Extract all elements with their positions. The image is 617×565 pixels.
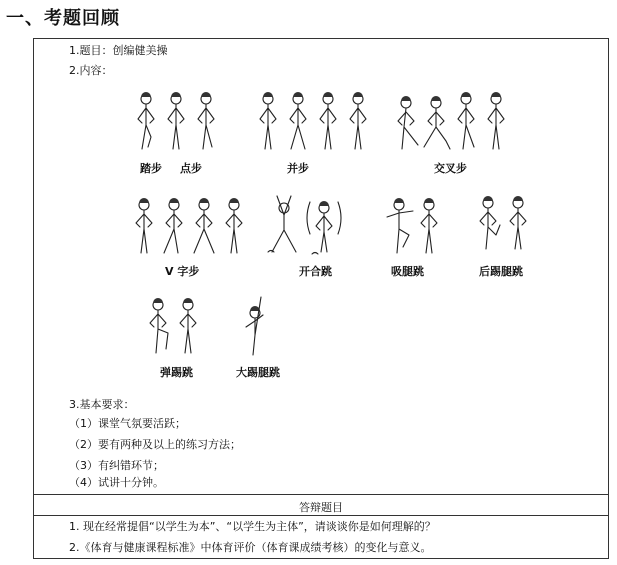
defense-question: 2.《体育与健康课程标准》中体育评价（体育课成绩考核）的变化与意义。 [69,541,432,554]
defense-title: 答辩题目 [299,501,343,514]
caption-together-step: 并步 [287,162,309,175]
caption-back-kick-jump: 后踢腿跳 [479,265,523,278]
step-figures-march [134,91,224,153]
step-figures-v-step [132,197,252,257]
caption-touch-step: 点步 [180,162,202,175]
requirement-item: （4）试讲十分钟。 [69,476,164,489]
caption-knee-lift-jump: 吸腿跳 [391,265,424,278]
caption-high-kick-jump: 大踢腿跳 [236,366,280,379]
content-label: 2.内容： [69,64,113,77]
requirement-item: （3）有纠错环节； [69,459,164,472]
exam-question-box [33,38,609,559]
topic-line: 1.题目：创编健美操 [69,44,168,57]
divider [34,494,608,495]
requirements-title: 3.基本要求： [69,398,135,411]
section-heading: 一、考题回顾 [6,8,120,29]
defense-question: 1. 现在经常提倡“以学生为本”、“以学生为主体”，请谈谈你是如何理解的？ [69,520,436,533]
figure-flick-kick-jump [144,297,204,357]
step-figures-cross [392,91,512,153]
step-figures-together [254,91,374,153]
caption-flick-kick-jump: 弹踢跳 [160,366,193,379]
requirement-item: （1）课堂气氛要活跃； [69,417,186,430]
figure-jumping-jack [264,194,344,258]
caption-cross-step: 交叉步 [434,162,467,175]
requirement-item: （2）要有两种及以上的练习方法； [69,438,241,451]
figure-back-kick-jump [474,195,534,255]
caption-jumping-jack: 开合跳 [299,265,332,278]
figure-high-kick-jump [239,295,279,359]
caption-v-step: V 字步 [165,265,200,278]
figure-knee-lift-jump [384,197,444,259]
divider [34,515,608,516]
caption-march-step: 踏步 [140,162,162,175]
